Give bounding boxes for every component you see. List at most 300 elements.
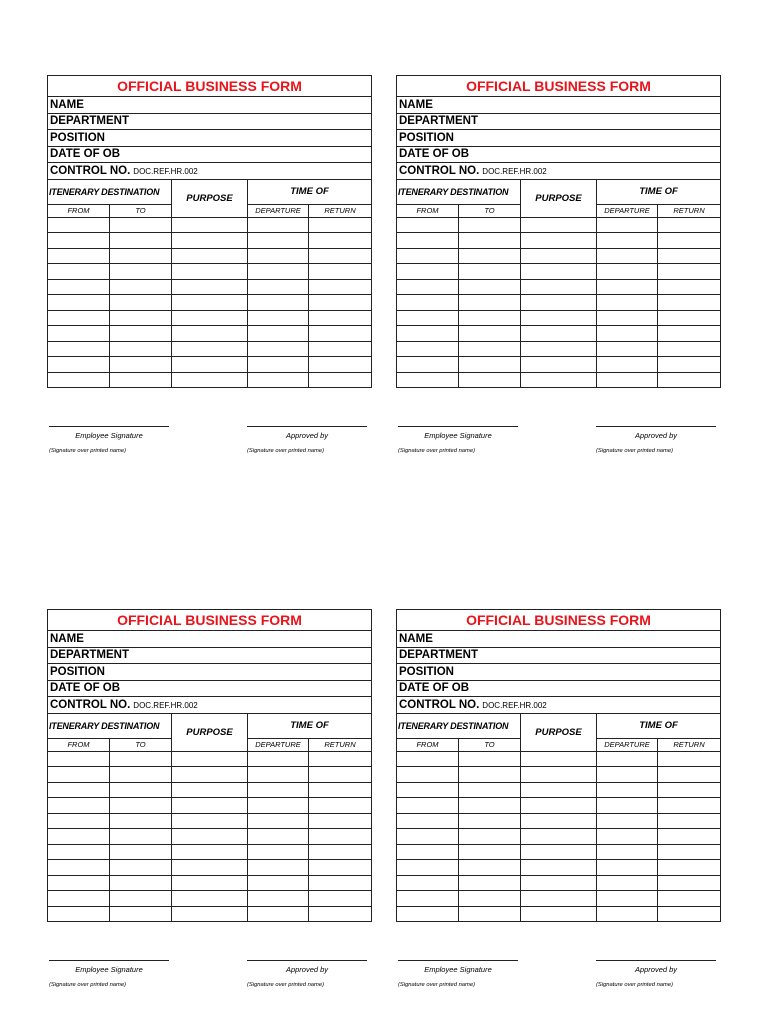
- departure-cell[interactable]: [597, 233, 658, 249]
- from-cell[interactable]: [397, 326, 459, 342]
- from-cell[interactable]: [48, 860, 110, 876]
- from-cell[interactable]: [48, 767, 110, 783]
- purpose-cell[interactable]: [521, 875, 597, 891]
- approved-by-block: [247, 960, 367, 988]
- date-of-ob-field[interactable]: DATE OF OB: [48, 146, 372, 163]
- from-cell[interactable]: [48, 295, 110, 311]
- to-cell[interactable]: [110, 829, 172, 845]
- itinerary-row: [48, 891, 372, 907]
- approved-by-line[interactable]: [247, 426, 367, 427]
- return-cell[interactable]: [658, 279, 721, 295]
- itinerary-row: [48, 233, 372, 249]
- from-cell[interactable]: [397, 248, 459, 264]
- return-cell[interactable]: [658, 875, 721, 891]
- from-cell[interactable]: [397, 813, 459, 829]
- departure-cell[interactable]: [248, 875, 309, 891]
- to-cell[interactable]: [110, 357, 172, 373]
- purpose-cell[interactable]: [172, 310, 248, 326]
- purpose-cell[interactable]: [172, 906, 248, 922]
- to-cell[interactable]: [110, 295, 172, 311]
- purpose-cell[interactable]: [172, 798, 248, 814]
- purpose-cell[interactable]: [172, 264, 248, 280]
- purpose-cell[interactable]: [521, 798, 597, 814]
- purpose-cell[interactable]: [521, 248, 597, 264]
- purpose-cell[interactable]: [521, 751, 597, 767]
- to-header: TO: [459, 204, 521, 217]
- approved-by-label: Approved by: [634, 431, 678, 440]
- return-cell[interactable]: [309, 860, 372, 876]
- departure-cell[interactable]: [248, 279, 309, 295]
- from-cell[interactable]: [397, 310, 459, 326]
- return-cell[interactable]: [658, 829, 721, 845]
- from-cell[interactable]: [48, 372, 110, 388]
- from-cell[interactable]: [397, 357, 459, 373]
- departure-cell[interactable]: [248, 767, 309, 783]
- departure-cell[interactable]: [248, 798, 309, 814]
- to-cell[interactable]: [459, 372, 521, 388]
- departure-cell[interactable]: [597, 341, 658, 357]
- return-cell[interactable]: [658, 844, 721, 860]
- return-header: RETURN: [309, 204, 372, 217]
- to-cell[interactable]: [110, 279, 172, 295]
- return-cell[interactable]: [309, 341, 372, 357]
- purpose-cell[interactable]: [521, 813, 597, 829]
- department-field[interactable]: DEPARTMENT: [48, 113, 372, 130]
- form-title: OFFICIAL BUSINESS FORM: [397, 610, 721, 631]
- to-cell[interactable]: [459, 767, 521, 783]
- itinerary-row: [397, 813, 721, 829]
- departure-cell[interactable]: [248, 295, 309, 311]
- departure-cell[interactable]: [597, 279, 658, 295]
- to-cell[interactable]: [459, 798, 521, 814]
- departure-cell[interactable]: [248, 372, 309, 388]
- departure-cell[interactable]: [248, 248, 309, 264]
- itinerary-row: [48, 798, 372, 814]
- form-table: [47, 75, 372, 388]
- return-cell[interactable]: [658, 372, 721, 388]
- itinerary-row: [48, 341, 372, 357]
- return-cell[interactable]: [658, 326, 721, 342]
- purpose-cell[interactable]: [521, 217, 597, 233]
- from-cell[interactable]: [48, 217, 110, 233]
- return-cell[interactable]: [658, 906, 721, 922]
- return-cell[interactable]: [309, 326, 372, 342]
- approved-by-note: (Signature over printed name): [247, 982, 325, 988]
- purpose-cell[interactable]: [172, 248, 248, 264]
- to-cell[interactable]: [459, 217, 521, 233]
- departure-cell[interactable]: [597, 844, 658, 860]
- departure-cell[interactable]: [597, 751, 658, 767]
- to-cell[interactable]: [459, 782, 521, 798]
- from-header: FROM: [48, 204, 110, 217]
- approved-by-label: Approved by: [285, 431, 329, 440]
- departure-cell[interactable]: [597, 310, 658, 326]
- employee-signature-line[interactable]: [398, 426, 518, 427]
- departure-cell[interactable]: [597, 295, 658, 311]
- purpose-cell[interactable]: [521, 295, 597, 311]
- itinerary-row: [397, 233, 721, 249]
- date-of-ob-field[interactable]: DATE OF OB: [48, 680, 372, 697]
- control-no-label: CONTROL NO.: [399, 164, 480, 177]
- from-cell[interactable]: [397, 798, 459, 814]
- return-header: RETURN: [309, 738, 372, 751]
- control-no-label: CONTROL NO.: [50, 164, 131, 177]
- departure-cell[interactable]: [248, 264, 309, 280]
- approved-by-label: Approved by: [634, 965, 678, 974]
- return-cell[interactable]: [658, 357, 721, 373]
- departure-cell[interactable]: [597, 829, 658, 845]
- from-cell[interactable]: [48, 798, 110, 814]
- form-table: [47, 609, 372, 922]
- to-cell[interactable]: [459, 279, 521, 295]
- from-cell[interactable]: [48, 906, 110, 922]
- signature-section: [47, 960, 371, 1010]
- date-of-ob-field[interactable]: DATE OF OB: [397, 146, 721, 163]
- to-cell[interactable]: [110, 310, 172, 326]
- form-title: OFFICIAL BUSINESS FORM: [397, 76, 721, 97]
- return-cell[interactable]: [309, 233, 372, 249]
- return-cell[interactable]: [658, 767, 721, 783]
- departure-cell[interactable]: [248, 233, 309, 249]
- return-cell[interactable]: [658, 295, 721, 311]
- departure-cell[interactable]: [597, 782, 658, 798]
- departure-cell[interactable]: [597, 891, 658, 907]
- purpose-cell[interactable]: [521, 372, 597, 388]
- employee-signature-line[interactable]: [398, 960, 518, 961]
- departure-cell[interactable]: [597, 248, 658, 264]
- to-cell[interactable]: [459, 233, 521, 249]
- to-cell[interactable]: [110, 813, 172, 829]
- purpose-cell[interactable]: [172, 829, 248, 845]
- purpose-cell[interactable]: [521, 264, 597, 280]
- return-cell[interactable]: [309, 279, 372, 295]
- approved-by-line[interactable]: [596, 960, 716, 961]
- departure-header: DEPARTURE: [248, 204, 309, 217]
- department-field[interactable]: DEPARTMENT: [397, 113, 721, 130]
- from-cell[interactable]: [397, 341, 459, 357]
- from-cell[interactable]: [48, 341, 110, 357]
- to-cell[interactable]: [110, 751, 172, 767]
- to-cell[interactable]: [459, 341, 521, 357]
- approved-by-line[interactable]: [247, 960, 367, 961]
- itinerary-row: [48, 813, 372, 829]
- return-cell[interactable]: [658, 813, 721, 829]
- from-cell[interactable]: [397, 782, 459, 798]
- from-cell[interactable]: [397, 372, 459, 388]
- purpose-cell[interactable]: [172, 860, 248, 876]
- from-cell[interactable]: [48, 829, 110, 845]
- approved-by-block: [247, 426, 367, 454]
- return-cell[interactable]: [309, 875, 372, 891]
- from-cell[interactable]: [48, 844, 110, 860]
- name-field[interactable]: NAME: [48, 97, 372, 114]
- employee-signature-line[interactable]: [49, 960, 169, 961]
- purpose-cell[interactable]: [172, 357, 248, 373]
- from-cell[interactable]: [397, 860, 459, 876]
- to-cell[interactable]: [110, 906, 172, 922]
- return-cell[interactable]: [658, 217, 721, 233]
- purpose-cell[interactable]: [521, 829, 597, 845]
- purpose-cell[interactable]: [521, 860, 597, 876]
- purpose-cell[interactable]: [172, 844, 248, 860]
- employee-signature-note: (Signature over printed name): [398, 448, 476, 454]
- return-cell[interactable]: [658, 860, 721, 876]
- from-cell[interactable]: [397, 844, 459, 860]
- return-cell[interactable]: [658, 891, 721, 907]
- purpose-cell[interactable]: [521, 906, 597, 922]
- from-cell[interactable]: [48, 357, 110, 373]
- to-cell[interactable]: [110, 891, 172, 907]
- departure-header: DEPARTURE: [248, 738, 309, 751]
- itinerary-header: ITENERARY DESTINATION: [48, 713, 172, 738]
- approved-by-line[interactable]: [596, 426, 716, 427]
- departure-cell[interactable]: [248, 844, 309, 860]
- from-cell[interactable]: [48, 310, 110, 326]
- form-title: OFFICIAL BUSINESS FORM: [48, 76, 372, 97]
- itinerary-row: [48, 767, 372, 783]
- from-cell[interactable]: [397, 295, 459, 311]
- to-cell[interactable]: [110, 326, 172, 342]
- name-field[interactable]: NAME: [48, 631, 372, 648]
- itinerary-row: [48, 357, 372, 373]
- purpose-cell[interactable]: [521, 326, 597, 342]
- departure-cell[interactable]: [248, 310, 309, 326]
- from-cell[interactable]: [397, 279, 459, 295]
- to-cell[interactable]: [459, 310, 521, 326]
- to-cell[interactable]: [110, 844, 172, 860]
- employee-signature-block: [49, 960, 169, 988]
- to-cell[interactable]: [459, 906, 521, 922]
- itinerary-row: [48, 372, 372, 388]
- return-cell[interactable]: [309, 829, 372, 845]
- return-cell[interactable]: [309, 295, 372, 311]
- from-cell[interactable]: [48, 813, 110, 829]
- return-cell[interactable]: [658, 341, 721, 357]
- return-cell[interactable]: [309, 217, 372, 233]
- return-cell[interactable]: [309, 372, 372, 388]
- time-of-header: TIME OF: [597, 713, 721, 738]
- control-no-field: [397, 163, 721, 180]
- departure-cell[interactable]: [597, 875, 658, 891]
- departure-cell[interactable]: [597, 357, 658, 373]
- to-cell[interactable]: [110, 767, 172, 783]
- to-cell[interactable]: [459, 357, 521, 373]
- employee-signature-block: [49, 426, 169, 454]
- control-no-value: DOC.REF.HR.002: [482, 700, 547, 710]
- departure-cell[interactable]: [248, 813, 309, 829]
- to-cell[interactable]: [459, 326, 521, 342]
- time-of-header: TIME OF: [248, 713, 372, 738]
- from-cell[interactable]: [48, 326, 110, 342]
- return-cell[interactable]: [309, 248, 372, 264]
- from-cell[interactable]: [397, 751, 459, 767]
- return-cell[interactable]: [309, 844, 372, 860]
- to-cell[interactable]: [110, 782, 172, 798]
- purpose-cell[interactable]: [172, 217, 248, 233]
- to-cell[interactable]: [110, 217, 172, 233]
- to-cell[interactable]: [110, 248, 172, 264]
- departure-cell[interactable]: [248, 751, 309, 767]
- return-cell[interactable]: [309, 906, 372, 922]
- return-cell[interactable]: [309, 813, 372, 829]
- purpose-cell[interactable]: [172, 295, 248, 311]
- departure-cell[interactable]: [248, 829, 309, 845]
- return-cell[interactable]: [658, 233, 721, 249]
- return-cell[interactable]: [658, 310, 721, 326]
- form-title: OFFICIAL BUSINESS FORM: [48, 610, 372, 631]
- purpose-cell[interactable]: [172, 326, 248, 342]
- departure-cell[interactable]: [597, 798, 658, 814]
- departure-cell[interactable]: [597, 217, 658, 233]
- from-cell[interactable]: [48, 782, 110, 798]
- to-cell[interactable]: [110, 798, 172, 814]
- purpose-cell[interactable]: [172, 372, 248, 388]
- return-cell[interactable]: [309, 798, 372, 814]
- purpose-cell[interactable]: [172, 875, 248, 891]
- return-cell[interactable]: [309, 891, 372, 907]
- departure-cell[interactable]: [597, 264, 658, 280]
- departure-cell[interactable]: [597, 767, 658, 783]
- purpose-cell[interactable]: [521, 341, 597, 357]
- employee-signature-block: [398, 426, 518, 454]
- departure-cell[interactable]: [248, 357, 309, 373]
- purpose-cell[interactable]: [521, 844, 597, 860]
- return-cell[interactable]: [309, 264, 372, 280]
- from-cell[interactable]: [397, 767, 459, 783]
- name-field[interactable]: NAME: [397, 631, 721, 648]
- itinerary-row: [48, 264, 372, 280]
- purpose-cell[interactable]: [172, 279, 248, 295]
- employee-signature-label: Employee Signature: [424, 431, 492, 440]
- from-cell[interactable]: [48, 264, 110, 280]
- return-cell[interactable]: [658, 798, 721, 814]
- to-cell[interactable]: [110, 372, 172, 388]
- return-cell[interactable]: [309, 751, 372, 767]
- employee-signature-line[interactable]: [49, 426, 169, 427]
- from-cell[interactable]: [397, 217, 459, 233]
- departure-cell[interactable]: [597, 326, 658, 342]
- department-field[interactable]: DEPARTMENT: [397, 647, 721, 664]
- official-business-form: [396, 609, 720, 1010]
- to-cell[interactable]: [459, 813, 521, 829]
- purpose-cell[interactable]: [172, 751, 248, 767]
- to-cell[interactable]: [459, 844, 521, 860]
- from-cell[interactable]: [48, 248, 110, 264]
- return-cell[interactable]: [309, 782, 372, 798]
- to-cell[interactable]: [459, 248, 521, 264]
- return-cell[interactable]: [658, 751, 721, 767]
- control-no-field: [48, 697, 372, 714]
- to-cell[interactable]: [459, 264, 521, 280]
- return-cell[interactable]: [658, 264, 721, 280]
- itinerary-row: [48, 295, 372, 311]
- itinerary-row: [397, 906, 721, 922]
- return-cell[interactable]: [658, 248, 721, 264]
- departure-cell[interactable]: [248, 891, 309, 907]
- from-cell[interactable]: [48, 751, 110, 767]
- itinerary-header: ITENERARY DESTINATION: [48, 179, 172, 204]
- itinerary-row: [397, 767, 721, 783]
- departure-cell[interactable]: [248, 217, 309, 233]
- form-table: [396, 75, 721, 388]
- departure-cell[interactable]: [597, 860, 658, 876]
- from-cell[interactable]: [48, 279, 110, 295]
- name-field[interactable]: NAME: [397, 97, 721, 114]
- purpose-cell[interactable]: [172, 233, 248, 249]
- purpose-cell[interactable]: [521, 782, 597, 798]
- purpose-header: PURPOSE: [172, 179, 248, 217]
- departure-cell[interactable]: [597, 813, 658, 829]
- purpose-cell[interactable]: [172, 782, 248, 798]
- purpose-cell[interactable]: [521, 279, 597, 295]
- from-cell[interactable]: [397, 264, 459, 280]
- from-cell[interactable]: [397, 891, 459, 907]
- departure-cell[interactable]: [248, 341, 309, 357]
- position-field[interactable]: POSITION: [48, 130, 372, 147]
- from-cell[interactable]: [48, 891, 110, 907]
- from-cell[interactable]: [48, 233, 110, 249]
- purpose-cell[interactable]: [521, 310, 597, 326]
- itinerary-row: [397, 357, 721, 373]
- itinerary-row: [48, 217, 372, 233]
- to-cell[interactable]: [110, 875, 172, 891]
- purpose-cell[interactable]: [521, 357, 597, 373]
- purpose-cell[interactable]: [172, 341, 248, 357]
- return-cell[interactable]: [658, 782, 721, 798]
- date-of-ob-field[interactable]: DATE OF OB: [397, 680, 721, 697]
- to-cell[interactable]: [459, 751, 521, 767]
- to-cell[interactable]: [459, 829, 521, 845]
- position-field[interactable]: POSITION: [397, 130, 721, 147]
- purpose-cell[interactable]: [172, 767, 248, 783]
- control-no-field: [397, 697, 721, 714]
- to-cell[interactable]: [459, 295, 521, 311]
- purpose-cell[interactable]: [521, 233, 597, 249]
- departure-cell[interactable]: [248, 782, 309, 798]
- from-cell[interactable]: [397, 875, 459, 891]
- department-field[interactable]: DEPARTMENT: [48, 647, 372, 664]
- return-cell[interactable]: [309, 767, 372, 783]
- from-header: FROM: [397, 204, 459, 217]
- departure-cell[interactable]: [248, 906, 309, 922]
- departure-cell[interactable]: [248, 860, 309, 876]
- to-cell[interactable]: [459, 891, 521, 907]
- to-cell[interactable]: [110, 341, 172, 357]
- to-cell[interactable]: [110, 233, 172, 249]
- departure-cell[interactable]: [597, 906, 658, 922]
- from-cell[interactable]: [397, 829, 459, 845]
- purpose-cell[interactable]: [172, 891, 248, 907]
- departure-cell[interactable]: [597, 372, 658, 388]
- return-cell[interactable]: [309, 357, 372, 373]
- position-field[interactable]: POSITION: [397, 664, 721, 681]
- employee-signature-block: [398, 960, 518, 988]
- purpose-cell[interactable]: [521, 767, 597, 783]
- from-cell[interactable]: [397, 233, 459, 249]
- to-cell[interactable]: [110, 860, 172, 876]
- itinerary-row: [397, 310, 721, 326]
- departure-cell[interactable]: [248, 326, 309, 342]
- return-cell[interactable]: [309, 310, 372, 326]
- from-cell[interactable]: [397, 906, 459, 922]
- position-field[interactable]: POSITION: [48, 664, 372, 681]
- to-cell[interactable]: [110, 264, 172, 280]
- from-cell[interactable]: [48, 875, 110, 891]
- purpose-cell[interactable]: [521, 891, 597, 907]
- purpose-cell[interactable]: [172, 813, 248, 829]
- to-cell[interactable]: [459, 875, 521, 891]
- to-cell[interactable]: [459, 860, 521, 876]
